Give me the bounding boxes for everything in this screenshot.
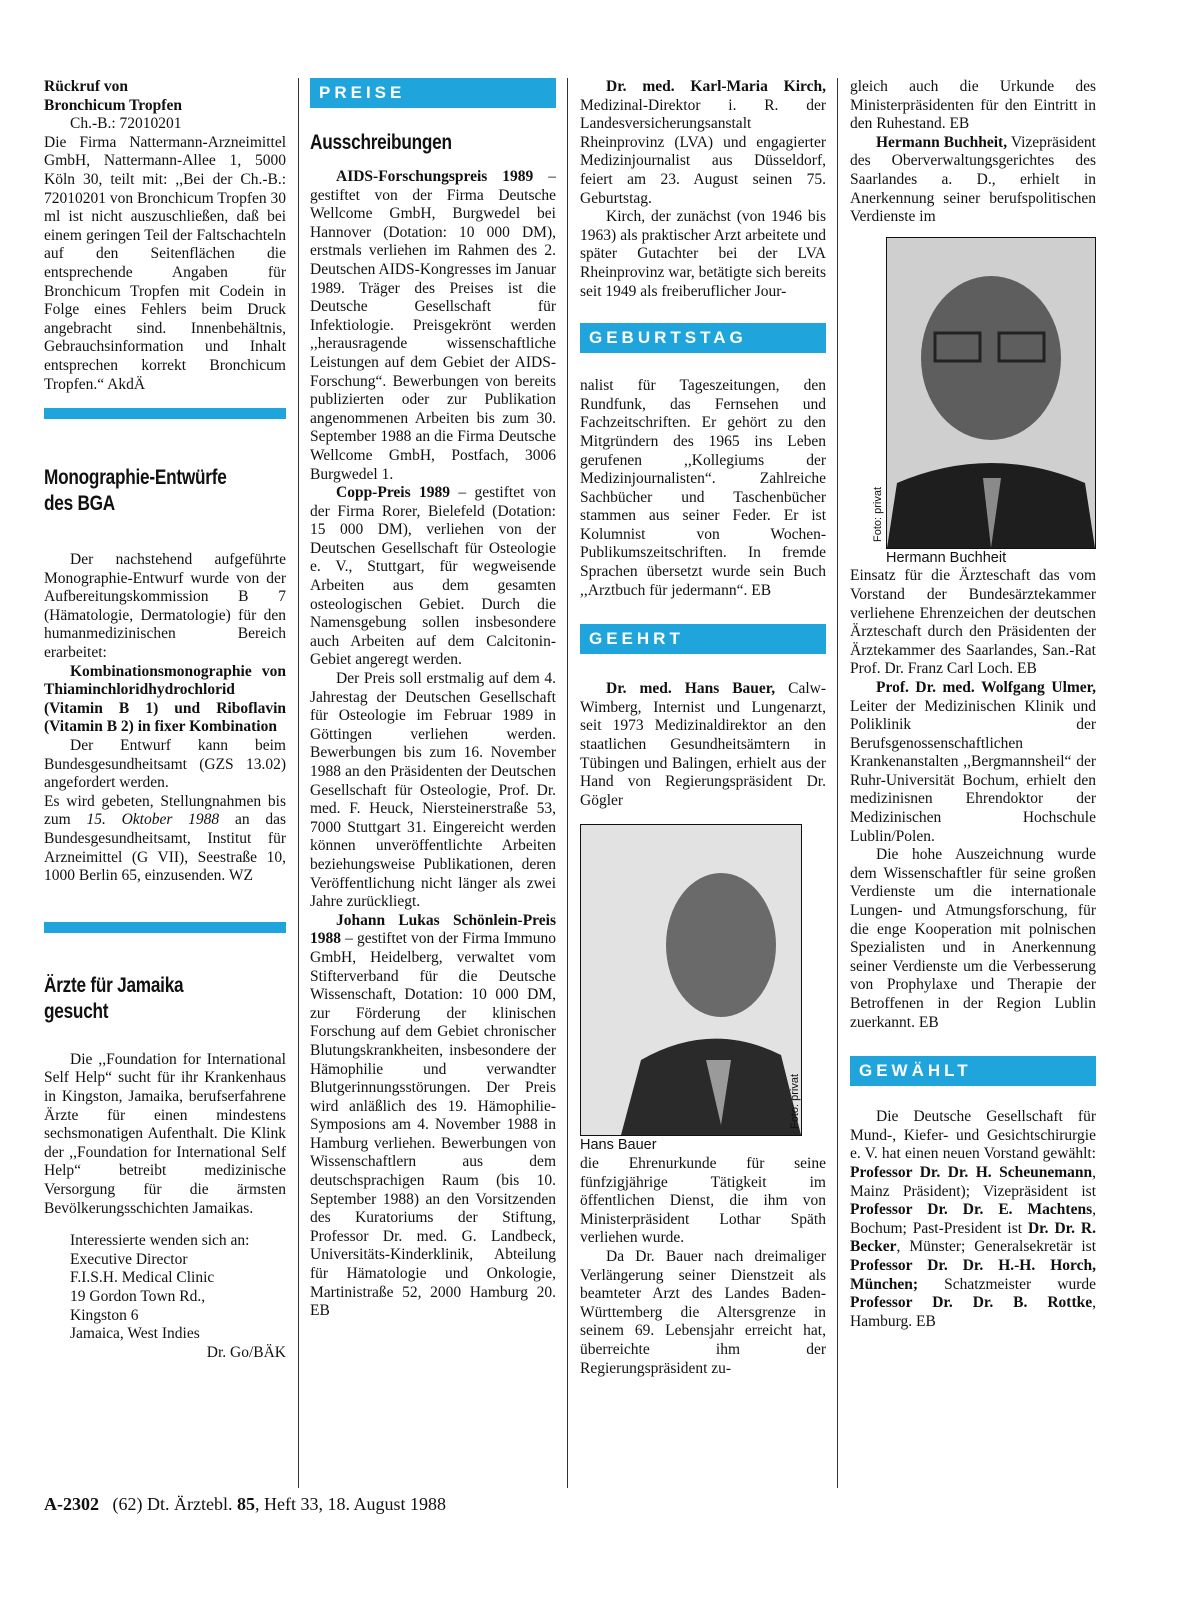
journal-reference: (62) Dt. Ärztebl. — [112, 1494, 237, 1514]
journal-volume: 85 — [236, 1494, 255, 1514]
journal-issue: , Heft 33, 18. August 1988 — [254, 1494, 446, 1514]
recall-title: Rückruf von Bronchicum Tropfen — [44, 78, 182, 114]
buchheit-award: Einsatz für die Ärzteschaft das vom Vorstand der Bundesärztekammer verliehene Ehrenzeichen der deutschen Ärzteschaft durch den Präsidenten der Ärztekammer des Saarlandes, San.-Rat Prof. Dr. Franz Carl Loch. EB — [850, 567, 1096, 678]
address-line: 19 Gordon Town Rd., — [70, 1287, 206, 1305]
bauer-retirement: Da Dr. Bauer nach dreimaliger Verlängerung seiner Dienstzeit als beamteter Arzt des Landes Baden-Württemberg die Altersgrenze in seinem 69. Lebensjahr erreicht hat, überreichte ihm der Regierungspräsident zu- — [580, 1247, 826, 1377]
board-text: Schatzmeister wurde — [918, 1275, 1096, 1293]
monograph-title: Kombinationsmonographie von Thiaminchloridhydrochlorid (Vitamin B 1) und Riboflavin (Vitamin B 2) in fixer Kombination — [44, 662, 286, 736]
schoenlein-prize-title: Johann Lukas Schönlein-Preis 1988 — [310, 911, 556, 948]
buchheit-intro — [850, 134, 1096, 227]
board-vice-president: Professor Dr. Dr. E. Machtens — [850, 1201, 1093, 1219]
copp-prize-text: – gestiftet von der Firma Rorer, Bielefeld (Dotation: 15 000 DM), verliehen von der Deutschen Gesellschaft für Osteologie e. V., Stuttgart, für wegweisende Arbeiten aus dem gesamten osteologischen Gebiet. Durch die Namensgebung sollen insbesondere auch Arbeiten auf dem Calcitonin-Gebiet angeregt werden. — [310, 484, 556, 669]
copp-prize-title: Copp-Preis 1989 — [336, 484, 450, 502]
board-president: Professor Dr. Dr. H. Scheunemann — [850, 1163, 1093, 1181]
ulmer-name: Prof. Dr. med. Wolfgang Ulmer, — [876, 678, 1096, 696]
monograph-request-a: Es wird gebeten, Stellungnahmen bis zum — [44, 792, 286, 829]
monograph-deadline: 15. Oktober 1988 — [86, 811, 220, 829]
portrait-silhouette — [887, 238, 1095, 548]
recall-batch: Ch.-B.: 72010201 — [70, 115, 182, 133]
address-line: Jamaica, West Indies — [70, 1325, 200, 1343]
copp-prize — [310, 484, 556, 670]
aids-prize-title: AIDS-Forschungspreis 1989 — [336, 168, 534, 185]
jamaica-heading: Ärzte für Jamaika gesucht — [44, 973, 184, 1023]
column-divider — [567, 78, 568, 1488]
monograph-intro: Der nachstehend aufgeführte Monographie-Entwurf wurde von der Aufbereitungskommission B 7 (Hämatologie, Dermatologie) für den humanmedizinischen Bereich erarbeitet: — [44, 551, 286, 662]
bauer-intro — [580, 680, 826, 810]
copp-prize-details: Der Preis soll erstmalig auf dem 4. Jahrestag der Deutschen Gesellschaft für Osteologie im Februar 1989 in Göttingen verliehen werden. Bewerbungen bis zum 16. November 1988 an den Präsidenten der Deutschen Gesellschaft für Osteologie, Prof. Dr. med. F. Heuck, Niersteinerstraße 53, 7000 Stuttgart 31. Eingereicht werden können unveröffentlichte Arbeiten beziehungsweise Publikationen, deren Veröffentlichung nicht länger als zwei Jahre zurückliegt. — [310, 670, 556, 911]
section-rule — [44, 408, 286, 419]
column-4 — [850, 78, 1096, 1331]
kirch-career: Kirch, der zunächst (von 1946 bis 1963) als praktischer Arzt arbeitete und später Gutachter bei der LVA Rheinprovinz war, betätigte sich bereits seit 1949 als freiberuflicher Jour- — [580, 208, 827, 300]
jamaica-text: Die ,,Foundation for International Self Help“ sucht für ihr Krankenhaus in Kingston, Jamaika, berufserfahrene Ärzte für einen mindestens sechsmonatigen Aufenthalt. Die Klink der ,,Foundation for International Self Help“ betreibt medizinische Versorgung für die ärmsten Bevölkerungsschichten Jamaikas. — [44, 1050, 286, 1217]
photo-caption: Hans Bauer — [580, 1137, 657, 1154]
photo-credit: Foto: privat — [872, 486, 884, 542]
monograph-request — [44, 793, 286, 886]
contact-address — [44, 1232, 286, 1362]
monograph-request-b: an das Bundesgesundheitsamt, Institut für Arzneimittel (G VII), Seestraße 10, 1000 Berlin 65, einzusenden. WZ — [44, 811, 287, 885]
board-text: Die Deutsche Gesellschaft für Mund-, Kiefer- und Gesichtschirurgie e. V. hat einen neuen Vorstand gewählt: — [850, 1108, 1096, 1163]
address-line: Interessierte wenden sich an: — [70, 1232, 250, 1250]
section-band-preise: PREISE — [310, 78, 556, 108]
board-past-president: Dr. Dr. R. Becker — [850, 1219, 1096, 1256]
portrait-photo-bauer — [580, 824, 802, 1136]
board-election — [850, 1108, 1096, 1331]
kirch-career-cont: nalist für Tageszeitungen, den Rundfunk, das Fernsehen und Fachzeitschriften. Er gehört zu den Mitgründern des 1965 ins Leben gerufenen ,,Kollegiums der Medizinjournalisten“. Zahlreiche Sachbücher und Taschenbücher stammen aus seiner Feder. Er ist Kolumnist von Wochen-Publikumszeitschriften. In fremde Sprachen übersetzt wurde sein Buch ,,Arztbuch für jedermann“. EB — [580, 377, 826, 599]
photo-credit: Foto: privat — [789, 1074, 801, 1130]
board-text: , Münster; Generalsekretär ist — [896, 1238, 1096, 1256]
monograph-heading: Monographie-Entwürfe des BGA — [44, 466, 227, 516]
bauer-text: Calw-Wimberg, Internist und Lungenarzt, seit 1973 Medizinaldirektor an den staatlichen Gesundheitsämtern in Tübingen und Balingen, erhielt aus der Hand von Regierungspräsident Dr. Gögler — [580, 680, 826, 809]
portrait-photo-buchheit — [872, 237, 1096, 549]
bauer-name: Dr. med. Hans Bauer, — [606, 680, 776, 698]
aids-prize-text: – gestiftet von der Firma Deutsche Wellcome GmbH, Burgwedel bei Hannover (Dotation: 10 000 DM), erstmals verliehen im Rahmen des 2. Deutschen AIDS-Kongresses im Januar 1989. Träger des Preises ist die Deutsche Gesellschaft für Infektiologie. Preisgekrönt werden ,,herausragende wissenschaftliche Leistungen auf dem Gebiet der AIDS-Forschung“. Bewerbungen von bereits publizierten oder zur Publikation angenommenen Arbeiten bis zum 30. September 1988 an die Firma Deutsche Wellcome GmbH, Postfach, 3006 Burgwedel 1. — [310, 168, 557, 483]
section-band-geehrt: GEEHRT — [580, 624, 826, 654]
column-divider — [837, 78, 838, 1488]
kirch-name: Dr. med. Karl-Maria Kirch, — [606, 78, 826, 95]
buchheit-text: Vizepräsident des Oberverwaltungsgerichtes des Saarlandes a. D., erhielt in Anerkennung seiner berufspolitischen Verdienste im — [850, 133, 1096, 226]
column-1 — [44, 78, 286, 1362]
buchheit-name: Hermann Buchheit, — [876, 133, 1008, 151]
column-3 — [580, 78, 826, 1378]
section-rule — [44, 922, 286, 933]
ulmer-text: Leiter der Medizinischen Klinik und Poliklinik der Berufsgenossenschaftlichen Krankenanstalten ,,Bergmannsheil“ der Ruhr-Universität Bochum, erhielt den medizinisnen Ehrendoktor der Medizinischen Hochschule Lublin/Polen. — [850, 697, 1096, 845]
board-treasurer: Professor Dr. Dr. B. Rottke — [850, 1294, 1093, 1312]
board-text: , Hamburg. EB — [850, 1294, 1096, 1330]
board-text: , Bochum; Past-President ist — [850, 1201, 1096, 1237]
column-2 — [310, 78, 556, 1321]
section-band-gewaehlt: GEWÄHLT — [850, 1056, 1096, 1086]
recall-text: Die Firma Nattermann-Arzneimittel GmbH, Nattermann-Allee 1, 5000 Köln 30, teilt mit: ,,Bei der Ch.-B.: 72010201 von Bronchicum Tropfen 30 ml ist nicht auszuschließen, daß bei einem geringen Teil der Faltschachteln auf den Seitenflächen die entsprechende Angaben für Bronchicum Tropfen mit Codein in Folge eines Fehlers beim Druck angebracht sind. Innenbehältnis, Gebrauchsinformation und Inhalt entsprechen korrekt Bronchicum Tropfen.“ AkdÄ — [44, 133, 286, 393]
address-line: Executive Director — [70, 1250, 188, 1268]
address-signature: Dr. Go/BÄK — [206, 1343, 286, 1361]
photo-caption: Hermann Buchheit — [886, 549, 1007, 566]
board-secretary: Professor Dr. Dr. H.-H. Horch, München; — [850, 1256, 1096, 1293]
page-footer — [44, 1494, 446, 1515]
kirch-text: Medizinal-Direktor i. R. der Landesversicherungsanstalt Rheinprovinz (LVA) und engagierter Medizinjournalist aus Düsseldorf, feiert am 23. August seinen 75. Geburtstag. — [580, 96, 826, 207]
monograph-availability: Der Entwurf kann beim Bundesgesundheitsamt (GZS 13.02) angefordert werden. — [44, 737, 286, 792]
address-line: F.I.S.H. Medical Clinic — [70, 1269, 215, 1287]
board-text: , Mainz Präsident); Vizepräsident ist — [850, 1163, 1096, 1200]
page-number: A-2302 — [44, 1494, 99, 1514]
address-line: Kingston 6 — [70, 1306, 139, 1324]
aids-prize — [310, 168, 556, 484]
schoenlein-prize — [310, 912, 556, 1321]
section-band-geburtstag: GEBURTSTAG — [580, 323, 826, 353]
schoenlein-prize-text: – gestiftet von der Firma Immuno GmbH, Heidelberg, verwaltet vom Stifterverband für die Deutsche Wissenschaft, Dotation: 10 000 DM, zur Förderung der klinischen Forschung auf dem Gebiet chronischer Blutungskrankheiten, insbesondere der Hämophilie und verwandter Blutgerinnungsstörungen. Der Preis wird anläßlich des 19. Hämophilie-Symposions am 4. November 1988 in Hamburg verliehen. Bewerbungen von Wissenschaftlern aus dem deutschsprachigen Raum (bis 10. September 1988) an den Vorsitzenden des Kuratoriums der Stiftung, Professor Dr. med. G. Landbeck, Universitäts-Kinderklinik, Abteilung für Hämatologie und Onkologie, Martinistraße 52, 2000 Hamburg 20. EB — [310, 930, 556, 1320]
bauer-retirement-cont: gleich auch die Urkunde des Ministerpräsidenten für den Eintritt in den Ruhestand. EB — [850, 78, 1096, 133]
awards-heading: Ausschreibungen — [310, 131, 452, 154]
portrait-silhouette — [581, 825, 801, 1135]
kirch-intro — [580, 78, 826, 208]
ulmer-merits: Die hohe Auszeichnung wurde dem Wissenschaftler für seine großen Verdienste um die internationale Lungen- und Atmungsforschung, für die enge Kooperation mit polnischen Spezialisten und in Anerkennung seiner Verdienste um die Verbesserung von Prophylaxe und Therapie der Betroffenen in der Region Lublin zuerkannt. EB — [850, 846, 1096, 1031]
bauer-award: die Ehrenurkunde für seine fünfzigjährige Tätigkeit im öffentlichen Dienst, die ihm von Ministerpräsident Lothar Späth verliehen wurde. — [580, 1155, 826, 1247]
ulmer-intro — [850, 679, 1096, 846]
column-divider — [298, 78, 299, 1488]
